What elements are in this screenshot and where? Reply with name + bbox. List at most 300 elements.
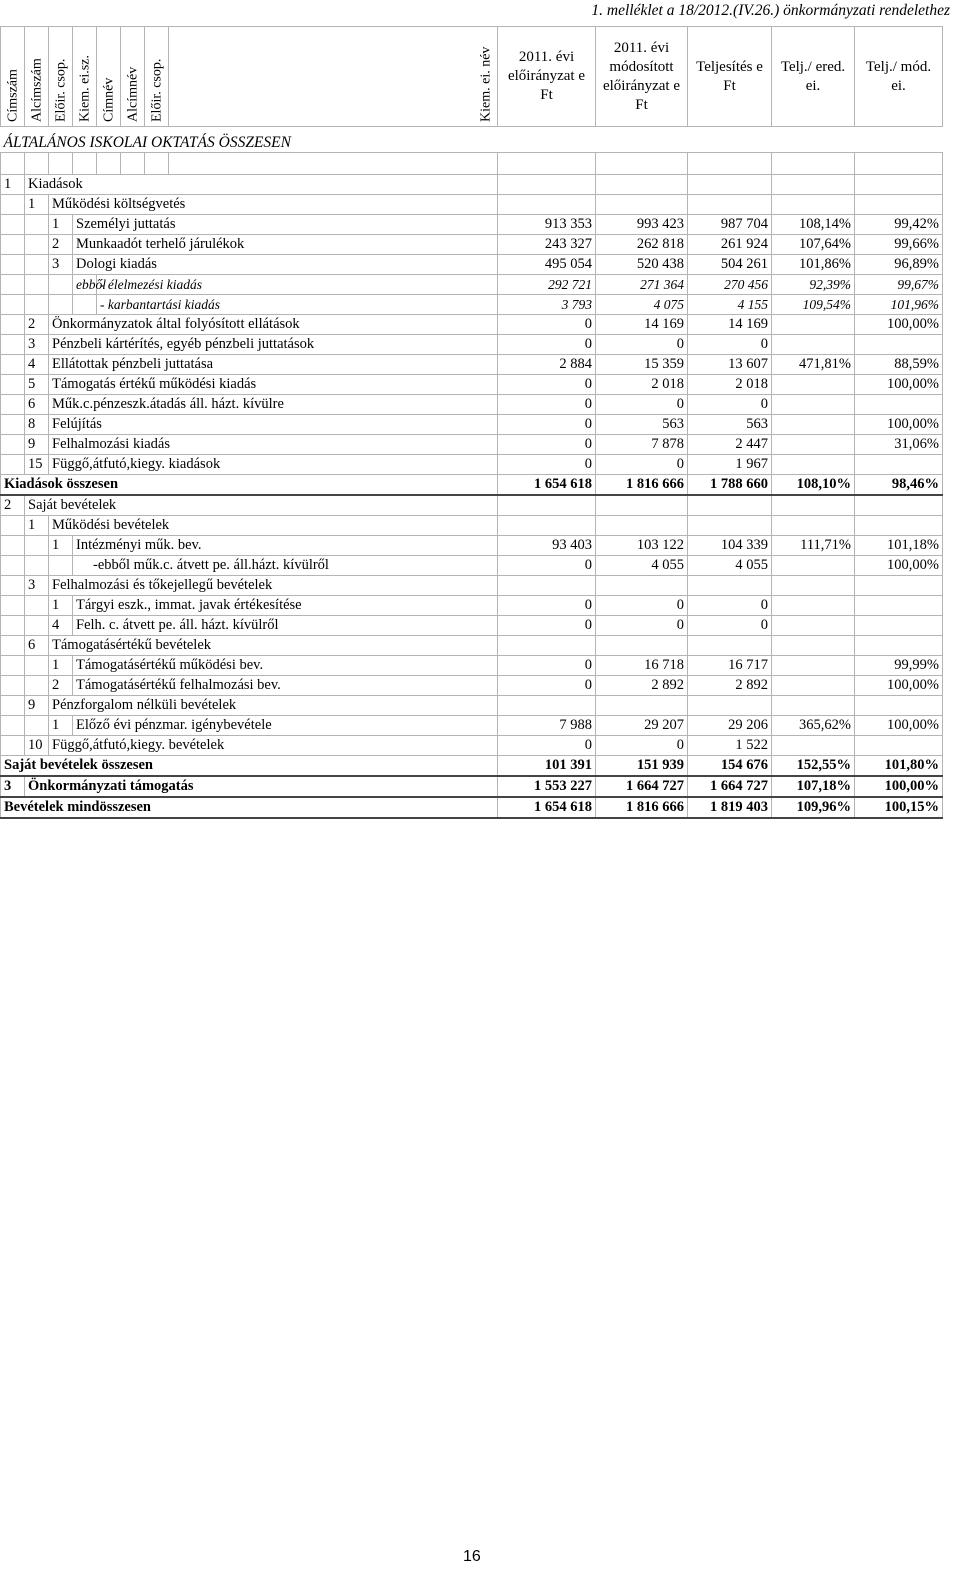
value-v2: 4 055 <box>596 556 688 576</box>
row-label: Felh. c. átvett pe. áll. házt. kívülről <box>73 616 498 636</box>
value-p2 <box>855 696 943 716</box>
value-v3: 4 055 <box>688 556 772 576</box>
row-code: 6 <box>25 395 49 415</box>
table-row <box>1 175 943 195</box>
row-code: 4 <box>25 355 49 375</box>
value-v2: 0 <box>596 596 688 616</box>
table-row <box>1 676 943 696</box>
row-label: Saját bevételek összesen <box>1 756 498 777</box>
empty-cell <box>1 255 25 275</box>
row-code: 5 <box>25 375 49 395</box>
table-row <box>1 215 943 235</box>
value-p2 <box>855 335 943 355</box>
value-p1 <box>772 516 855 536</box>
value-p2 <box>855 576 943 596</box>
value-v3: 270 456 <box>688 275 772 295</box>
empty-cell <box>25 676 49 696</box>
value-p2: 101,80% <box>855 756 943 777</box>
empty-cell <box>25 616 49 636</box>
value-v3: 0 <box>688 616 772 636</box>
value-v3: 0 <box>688 335 772 355</box>
empty-cell <box>25 596 49 616</box>
value-p2: 100,00% <box>855 415 943 435</box>
row-code: 3 <box>25 576 49 596</box>
value-v1: 0 <box>498 315 596 335</box>
row-code: 1 <box>25 195 49 215</box>
empty-cell <box>1 616 25 636</box>
value-p1 <box>772 656 855 676</box>
value-v3: 2 018 <box>688 375 772 395</box>
value-v1: 0 <box>498 395 596 415</box>
value-v2: 2 892 <box>596 676 688 696</box>
row-code: 2 <box>49 235 73 255</box>
value-p1: 471,81% <box>772 355 855 375</box>
row-label: Támogatásértékű bevételek <box>49 636 498 656</box>
row-code: 1 <box>49 716 73 736</box>
value-v3: 504 261 <box>688 255 772 275</box>
page-title: 1. melléklet a 18/2012.(IV.26.) önkormányzati rendelethez <box>591 2 950 19</box>
value-p1: 101,86% <box>772 255 855 275</box>
row-code: 9 <box>25 435 49 455</box>
table-row <box>1 516 943 536</box>
row-code <box>73 295 97 315</box>
value-p2: 101,96% <box>855 295 943 315</box>
empty-cell <box>1 696 25 716</box>
row-label: Felújítás <box>49 415 498 435</box>
row-label: Műk.c.pénzeszk.átadás áll. házt. kívülre <box>49 395 498 415</box>
value-p1 <box>772 455 855 475</box>
value-v2 <box>596 516 688 536</box>
value-v3: 16 717 <box>688 656 772 676</box>
header-alcimszam: Alcímszám <box>25 27 49 127</box>
value-v2: 1 816 666 <box>596 797 688 818</box>
value-v3: 987 704 <box>688 215 772 235</box>
row-code: 8 <box>25 415 49 435</box>
value-p2: 100,00% <box>855 315 943 335</box>
table-row <box>1 576 943 596</box>
value-p1 <box>772 636 855 656</box>
empty-cell <box>1 215 25 235</box>
value-v2 <box>596 495 688 516</box>
table-row <box>1 235 943 255</box>
value-p1: 365,62% <box>772 716 855 736</box>
value-v1: 0 <box>498 736 596 756</box>
table-row <box>1 475 943 496</box>
section-title: ÁLTALÁNOS ISKOLAI OKTATÁS ÖSSZESEN <box>1 127 943 153</box>
table-row <box>1 656 943 676</box>
value-v2: 29 207 <box>596 716 688 736</box>
empty-cell <box>49 295 73 315</box>
row-code: 2 <box>49 676 73 696</box>
value-v3: 2 447 <box>688 435 772 455</box>
table-row <box>1 776 943 797</box>
empty-cell <box>1 736 25 756</box>
row-label: Támogatás értékű működési kiadás <box>49 375 498 395</box>
value-v1: 0 <box>498 335 596 355</box>
empty-cell <box>1 315 25 335</box>
row-label: Munkaadót terhelő járulékok <box>73 235 498 255</box>
value-v2: 0 <box>596 395 688 415</box>
row-code: 3 <box>1 776 25 797</box>
value-v2: 262 818 <box>596 235 688 255</box>
value-p1: 92,39% <box>772 275 855 295</box>
table-row <box>1 596 943 616</box>
value-v3 <box>688 516 772 536</box>
table-row <box>1 335 943 355</box>
empty-cell <box>1 636 25 656</box>
header-cimszam: Címszám <box>1 27 25 127</box>
value-v3: 1 967 <box>688 455 772 475</box>
value-p2 <box>855 596 943 616</box>
header-alcimnev: Alcímnév <box>121 27 145 127</box>
value-v1: 913 353 <box>498 215 596 235</box>
table-row <box>1 295 943 315</box>
table-row <box>1 556 943 576</box>
value-p2 <box>855 175 943 195</box>
value-p1 <box>772 676 855 696</box>
value-p1 <box>772 596 855 616</box>
value-v2 <box>596 696 688 716</box>
empty-cell <box>25 215 49 235</box>
row-code: 1 <box>25 516 49 536</box>
row-code: 9 <box>25 696 49 716</box>
row-label: Függő,átfutó,kiegy. kiadások <box>49 455 498 475</box>
value-v2: 1 816 666 <box>596 475 688 496</box>
row-label: Felhalmozási és tőkejellegű bevételek <box>49 576 498 596</box>
empty-cell <box>1 275 25 295</box>
value-v2 <box>596 636 688 656</box>
row-code: 10 <box>25 736 49 756</box>
value-p2: 100,00% <box>855 556 943 576</box>
value-p2: 100,00% <box>855 776 943 797</box>
value-v2: 7 878 <box>596 435 688 455</box>
value-v2 <box>596 175 688 195</box>
header-modositott-eloiranyzat: 2011. évi módosított előirányzat e Ft <box>596 27 688 127</box>
value-v1 <box>498 175 596 195</box>
value-p2: 99,66% <box>855 235 943 255</box>
row-code: 4 <box>49 616 73 636</box>
value-p1 <box>772 576 855 596</box>
value-v3: 0 <box>688 596 772 616</box>
empty-cell <box>1 415 25 435</box>
empty-cell <box>25 235 49 255</box>
value-v2: 1 664 727 <box>596 776 688 797</box>
row-label: Támogatásértékű felhalmozási bev. <box>73 676 498 696</box>
value-p2 <box>855 495 943 516</box>
table-row <box>1 415 943 435</box>
row-label: Függő,átfutó,kiegy. bevételek <box>49 736 498 756</box>
table-row <box>1 616 943 636</box>
value-p1 <box>772 556 855 576</box>
value-v1: 1 553 227 <box>498 776 596 797</box>
value-p2 <box>855 616 943 636</box>
value-v2: 2 018 <box>596 375 688 395</box>
value-v3 <box>688 576 772 596</box>
table-row <box>1 716 943 736</box>
value-p2 <box>855 636 943 656</box>
value-p1 <box>772 415 855 435</box>
value-v3: 14 169 <box>688 315 772 335</box>
value-p1 <box>772 696 855 716</box>
row-code <box>49 556 73 576</box>
value-v1: 0 <box>498 415 596 435</box>
row-label: Pénzforgalom nélküli bevételek <box>49 696 498 716</box>
value-v3: 13 607 <box>688 355 772 375</box>
value-v2: 563 <box>596 415 688 435</box>
empty-cell <box>1 716 25 736</box>
row-label: Bevételek mindösszesen <box>1 797 498 818</box>
value-v1: 3 793 <box>498 295 596 315</box>
value-p2: 100,00% <box>855 375 943 395</box>
value-v2: 103 122 <box>596 536 688 556</box>
row-label: Támogatásértékű működési bev. <box>73 656 498 676</box>
row-label: Önkormányzatok által folyósított ellátások <box>49 315 498 335</box>
value-p1: 109,54% <box>772 295 855 315</box>
row-code: 15 <box>25 455 49 475</box>
value-p1: 109,96% <box>772 797 855 818</box>
value-v3: 1 819 403 <box>688 797 772 818</box>
value-v2: 15 359 <box>596 355 688 375</box>
empty-cell <box>1 375 25 395</box>
header-eloiranyzat: 2011. évi előirányzat e Ft <box>498 27 596 127</box>
value-v1: 0 <box>498 455 596 475</box>
row-label: Kiadások <box>25 175 498 195</box>
value-p1 <box>772 495 855 516</box>
value-p1: 107,64% <box>772 235 855 255</box>
value-p2: 31,06% <box>855 435 943 455</box>
empty-cell <box>25 255 49 275</box>
value-v1 <box>498 195 596 215</box>
row-label: Működési bevételek <box>49 516 498 536</box>
value-v1 <box>498 576 596 596</box>
value-v1: 0 <box>498 676 596 696</box>
value-p1 <box>772 395 855 415</box>
value-p1 <box>772 375 855 395</box>
value-v1: 93 403 <box>498 536 596 556</box>
value-v1 <box>498 696 596 716</box>
value-v3: 2 892 <box>688 676 772 696</box>
header-eloir-csop-2: Előir. csop. <box>145 27 169 127</box>
value-v1: 7 988 <box>498 716 596 736</box>
value-p2 <box>855 395 943 415</box>
value-p1 <box>772 315 855 335</box>
table-row <box>1 275 943 295</box>
empty-cell <box>25 716 49 736</box>
empty-cell <box>25 275 49 295</box>
value-v1: 2 884 <box>498 355 596 375</box>
value-v1: 1 654 618 <box>498 797 596 818</box>
table-row <box>1 355 943 375</box>
empty-cell <box>1 656 25 676</box>
value-v1 <box>498 516 596 536</box>
row-label: Ellátottak pénzbeli juttatása <box>49 355 498 375</box>
empty-cell <box>25 536 49 556</box>
table-body <box>1 127 943 819</box>
value-v1: 0 <box>498 596 596 616</box>
value-p1 <box>772 435 855 455</box>
table-row <box>1 495 943 516</box>
value-p2 <box>855 516 943 536</box>
table-row <box>1 636 943 656</box>
row-label: Tárgyi eszk., immat. javak értékesítése <box>73 596 498 616</box>
value-v3 <box>688 175 772 195</box>
header-eloir-csop: Előir. csop. <box>49 27 73 127</box>
table-row <box>1 195 943 215</box>
value-p2: 100,15% <box>855 797 943 818</box>
value-v3: 4 155 <box>688 295 772 315</box>
empty-cell <box>1 536 25 556</box>
value-v2: 151 939 <box>596 756 688 777</box>
row-label: Kiadások összesen <box>1 475 498 496</box>
empty-cell <box>1 556 25 576</box>
empty-cell <box>1 355 25 375</box>
empty-cell <box>1 676 25 696</box>
value-p2 <box>855 455 943 475</box>
value-p1: 111,71% <box>772 536 855 556</box>
row-label: Intézményi műk. bev. <box>73 536 498 556</box>
value-p2 <box>855 736 943 756</box>
value-v3: 1 788 660 <box>688 475 772 496</box>
value-p2: 101,18% <box>855 536 943 556</box>
empty-cell <box>1 335 25 355</box>
table-row <box>1 696 943 716</box>
table-row <box>1 255 943 275</box>
row-code: 1 <box>1 175 25 195</box>
value-v1: 101 391 <box>498 756 596 777</box>
value-p2: 98,46% <box>855 475 943 496</box>
value-v3: 154 676 <box>688 756 772 777</box>
blank-row <box>1 153 943 175</box>
value-v1: 0 <box>498 656 596 676</box>
empty-cell <box>25 295 49 315</box>
value-v2: 520 438 <box>596 255 688 275</box>
table-row <box>1 797 943 818</box>
empty-cell <box>1 596 25 616</box>
empty-cell <box>1 235 25 255</box>
empty-cell <box>25 656 49 676</box>
row-label: Felhalmozási kiadás <box>49 435 498 455</box>
value-v1: 0 <box>498 375 596 395</box>
value-v2: 16 718 <box>596 656 688 676</box>
value-v2: 0 <box>596 736 688 756</box>
row-code: 1 <box>49 656 73 676</box>
value-v2: 271 364 <box>596 275 688 295</box>
row-code: 2 <box>25 315 49 335</box>
value-v1: 292 721 <box>498 275 596 295</box>
value-v2: 0 <box>596 616 688 636</box>
row-code: 2 <box>1 495 25 516</box>
table-row <box>1 395 943 415</box>
value-v1: 1 654 618 <box>498 475 596 496</box>
value-v3: 0 <box>688 395 772 415</box>
table-row <box>1 536 943 556</box>
value-v2: 4 075 <box>596 295 688 315</box>
value-v2: 14 169 <box>596 315 688 335</box>
value-p2: 99,67% <box>855 275 943 295</box>
value-v2: 0 <box>596 335 688 355</box>
value-v3 <box>688 495 772 516</box>
value-p2: 99,99% <box>855 656 943 676</box>
value-v2 <box>596 576 688 596</box>
value-v1 <box>498 636 596 656</box>
row-label: Dologi kiadás <box>73 255 498 275</box>
table-row <box>1 315 943 335</box>
row-label: Előző évi pénzmar. igénybevétele <box>73 716 498 736</box>
header-teljesites: Teljesítés e Ft <box>688 27 772 127</box>
value-v1: 495 054 <box>498 255 596 275</box>
value-p1 <box>772 335 855 355</box>
value-p2: 99,42% <box>855 215 943 235</box>
value-p2: 100,00% <box>855 716 943 736</box>
header-telj-mod: Telj./ mód. ei. <box>855 27 943 127</box>
table-row <box>1 736 943 756</box>
value-v3: 261 924 <box>688 235 772 255</box>
empty-cell <box>1 516 25 536</box>
header-telj-ered: Telj./ ered. ei. <box>772 27 855 127</box>
empty-cell <box>1 295 25 315</box>
table-row <box>1 435 943 455</box>
value-p2: 100,00% <box>855 676 943 696</box>
empty-cell <box>49 275 73 295</box>
value-v2 <box>596 195 688 215</box>
value-p1: 107,18% <box>772 776 855 797</box>
empty-cell <box>1 395 25 415</box>
header-cimnev: Címnév <box>97 27 121 127</box>
value-v1: 243 327 <box>498 235 596 255</box>
value-v1: 0 <box>498 616 596 636</box>
value-p2: 96,89% <box>855 255 943 275</box>
value-p1: 108,10% <box>772 475 855 496</box>
row-code: 1 <box>49 215 73 235</box>
value-v1: 0 <box>498 435 596 455</box>
value-v2: 0 <box>596 455 688 475</box>
value-p1 <box>772 175 855 195</box>
table-header <box>1 27 943 127</box>
row-label: Saját bevételek <box>25 495 498 516</box>
value-v3 <box>688 636 772 656</box>
row-label: Pénzbeli kártérítés, egyéb pénzbeli juttatások <box>49 335 498 355</box>
budget-document <box>0 26 942 819</box>
empty-cell <box>1 455 25 475</box>
value-v1: 0 <box>498 556 596 576</box>
page-number: 16 <box>463 1548 481 1565</box>
value-v3 <box>688 696 772 716</box>
value-v3 <box>688 195 772 215</box>
value-v2: 993 423 <box>596 215 688 235</box>
empty-cell <box>1 576 25 596</box>
value-v3: 29 206 <box>688 716 772 736</box>
value-p2: 88,59% <box>855 355 943 375</box>
value-v3: 1 522 <box>688 736 772 756</box>
row-code: 1 <box>49 536 73 556</box>
value-v3: 1 664 727 <box>688 776 772 797</box>
row-code: ebből <box>73 275 97 295</box>
table-row <box>1 455 943 475</box>
row-code: 3 <box>49 255 73 275</box>
row-label: Működési költségvetés <box>49 195 498 215</box>
table-row <box>1 375 943 395</box>
empty-cell <box>1 435 25 455</box>
row-code: 1 <box>49 596 73 616</box>
header-kiem-ei-nev: Kiem. ei. név <box>169 27 498 127</box>
row-label: - karbantartási kiadás <box>97 295 498 315</box>
empty-cell <box>25 556 49 576</box>
header-kiem-ei-sz: Kiem. ei.sz. <box>73 27 97 127</box>
row-label: - élelmezési kiadás <box>97 275 498 295</box>
row-label: -ebből műk.c. átvett pe. áll.házt. kívülről <box>73 556 498 576</box>
value-p1 <box>772 736 855 756</box>
value-p1 <box>772 195 855 215</box>
